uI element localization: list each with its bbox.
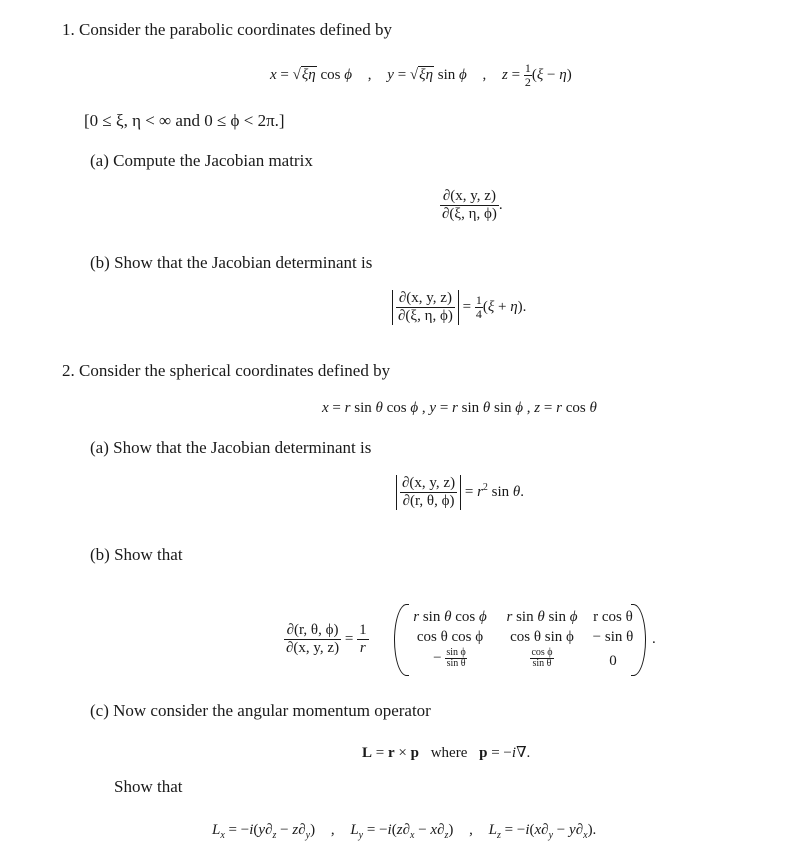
jacobian-determinant-spherical: $\frac{\partial(x, y, z)}{\partial(r, \theta, \phi)}$ = $r^2$ sin θ. [396,475,524,510]
matrix-cell-r3c1: − $\frac{\text{sin ϕ}}{\text{sin θ}}$ [433,647,466,669]
spherical-equations: x = r sin θ cos ϕ , y = r sin θ sin ϕ , z = r cos θ [322,400,597,416]
problem-2-heading: 2. Consider the spherical coordinates defined by [62,361,391,380]
matrix-cell-r2c2: cos θ sin ϕ [510,629,574,645]
problem-2-part-a: (a) Show that the Jacobian determinant is [90,438,372,457]
angular-momentum-definition: L = r × p where p = −i∇. [362,745,531,761]
problem-1-heading: 1. Consider the parabolic coordinates defined by [62,20,392,39]
jacobian-determinant-parabolic: $\frac{\partial(x, y, z)}{\partial(\xi, \eta, \phi)}$ = $\frac{1}{4}$ (ξ + η). [392,290,526,325]
inverse-jacobian-matrix [394,604,646,676]
matrix-cell-r3c3: 0 [609,653,617,669]
inverse-jacobian-lhs: $\frac{\partial(r, \theta, \phi)}{\partial(x, y, z)}$ = $\frac{1}{r}$ [286,622,367,656]
problem-2-part-b: (b) Show that [90,545,183,564]
problem-1-part-b: (b) Show that the Jacobian determinant is [90,253,373,272]
matrix-cell-r1c2: r sin θ sin ϕ [506,609,578,625]
matrix-cell-r1c3: r cos θ [593,609,633,625]
matrix-cell-r2c1: cos θ cos ϕ [416,629,484,645]
show-that-label: Show that [114,777,183,796]
coordinate-range: [0 ≤ ξ, η < ∞ and 0 ≤ ϕ < 2π.] [84,111,285,130]
parabolic-equations: x = √ξη cos ϕ , y = √ξη sin ϕ , z = $\frac{1}{2}$ (ξ − η) [270,61,572,89]
jacobian-matrix-expression: $\frac{\partial(x, y, z)}{\partial(\xi, \eta, \phi)}$ . [442,188,503,222]
matrix-cell-r3c2: $\frac{\text{cos ϕ}}{\text{sin θ}}$ [531,647,553,669]
matrix-cell-r1c1: r sin θ cos ϕ [413,609,487,625]
problem-1-part-a: (a) Compute the Jacobian matrix [90,151,313,170]
matrix-cell-r2c3: − sin θ [592,629,634,645]
angular-momentum-components: $L_x = -i(y\partial_z - z\partial_y)$ , $L_y = -i(z\partial_x - x\partial_z)$ , $L_z = -i(x\partial_y - y\partial_x)$. [212,822,597,841]
matrix-period: . [652,631,656,647]
problem-2-part-c: (c) Now consider the angular momentum operator [90,701,431,720]
